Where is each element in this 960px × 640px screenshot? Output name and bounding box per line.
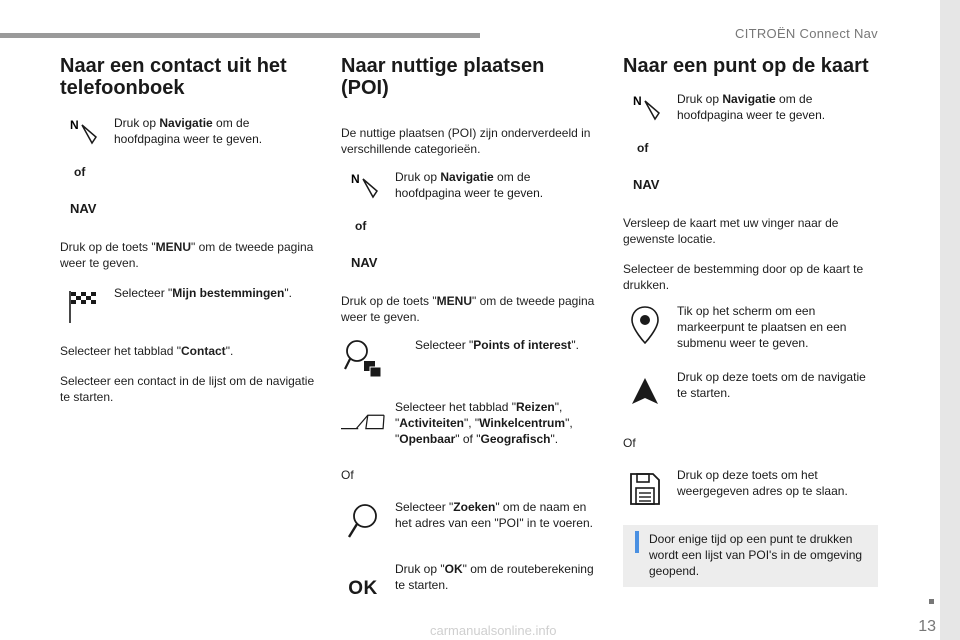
nav-step [341, 169, 596, 279]
info-box [623, 525, 878, 587]
nav-label: NAV [351, 255, 378, 270]
svg-text:N: N [633, 94, 642, 108]
navigation-arrow-icon [623, 369, 667, 413]
step-text: Druk op deze toets om het weergegeven adres op te slaan. [677, 468, 848, 498]
section-poi [341, 55, 596, 611]
map-pin-icon [623, 303, 667, 347]
section-map-point [623, 55, 878, 587]
svg-text:N: N [70, 118, 79, 132]
tab-instruction: Selecteer het tabblad "Contact". [60, 344, 234, 358]
category-step [341, 399, 596, 449]
info-icon [635, 531, 639, 553]
select-instruction: Selecteer de bestemming door op de kaart te drukken. [623, 262, 864, 292]
nav-label: NAV [633, 177, 660, 192]
poi-search-icon [341, 337, 385, 381]
nav-step [623, 91, 878, 201]
start-step [623, 369, 878, 413]
watermark: carmanualsonline.info [430, 623, 557, 638]
step-text: Selecteer "Zoeken" om de naam en het adres van een "POI" in te voeren. [395, 500, 593, 530]
compass-north-icon [60, 115, 104, 155]
page-number: 13 [918, 618, 936, 635]
step-text: Selecteer "Points of interest". [415, 338, 579, 352]
svg-text:N: N [351, 172, 360, 186]
info-text: Door enige tijd op een punt te drukken wordt een lijst van POI's in de omgeving geopend. [649, 532, 863, 578]
step-text: Tik op het scherm om een markeerpunt te plaatsen en een submenu weer te geven. [677, 304, 847, 350]
step-text: Druk op Navigatie om de hoofdpagina weer te geven. [677, 92, 826, 122]
poi-step [341, 337, 596, 381]
menu-instruction: Druk op de toets "MENU" om de tweede pagina weer te geven. [341, 294, 595, 324]
menu-instruction: Druk op de toets "MENU" om de tweede pagina weer te geven. [60, 240, 314, 270]
page-marker [929, 599, 934, 604]
search-step [341, 499, 596, 543]
or-label: of [74, 165, 86, 179]
compass-north-icon [623, 91, 667, 131]
side-strip [940, 0, 960, 640]
save-step [623, 467, 878, 511]
compass-north-icon [341, 169, 385, 209]
nav-label: NAV [70, 201, 97, 216]
section-title: Naar een punt op de kaart [623, 55, 869, 77]
drag-instruction: Versleep de kaart met uw vinger naar de gewenste locatie. [623, 216, 839, 246]
or-text: Of [623, 436, 636, 450]
checkered-flag-icon [60, 285, 104, 329]
step-text: Druk op deze toets om de navigatie te starten. [677, 370, 866, 400]
step-text: Druk op Navigatie om de hoofdpagina weer te geven. [395, 170, 544, 200]
section-title: Naar een contact uit het telefoonboek [60, 55, 287, 99]
step-text: Selecteer "Mijn bestemmingen". [114, 286, 292, 300]
final-instruction: Selecteer een contact in de lijst om de navigatie te starten. [60, 374, 315, 404]
pin-step [623, 303, 878, 355]
intro-text: De nuttige plaatsen (POI) zijn onderverdeeld in verschillende categorieën. [341, 126, 591, 156]
manual-title: CITROËN Connect Nav [735, 26, 878, 41]
destinations-step [60, 285, 315, 329]
ok-icon: OK [348, 578, 378, 599]
nav-step [60, 115, 315, 225]
step-text: Druk op "OK" om de routeberekening te starten. [395, 562, 594, 592]
or-label: of [355, 219, 367, 233]
save-icon [623, 467, 667, 511]
section-title: Naar nuttige plaatsen (POI) [341, 55, 545, 99]
search-icon [341, 499, 385, 543]
or-text: Of [341, 468, 354, 482]
or-label: of [637, 141, 649, 155]
ok-step [341, 561, 596, 601]
header-bar [0, 33, 480, 38]
step-text: Druk op Navigatie om de hoofdpagina weer te geven. [114, 116, 263, 146]
tab-icon [341, 399, 385, 443]
step-text: Selecteer het tabblad "Reizen", "Activiteiten", "Winkelcentrum", "Openbaar" of "Geografisch". [395, 400, 573, 446]
section-contact [60, 55, 315, 419]
